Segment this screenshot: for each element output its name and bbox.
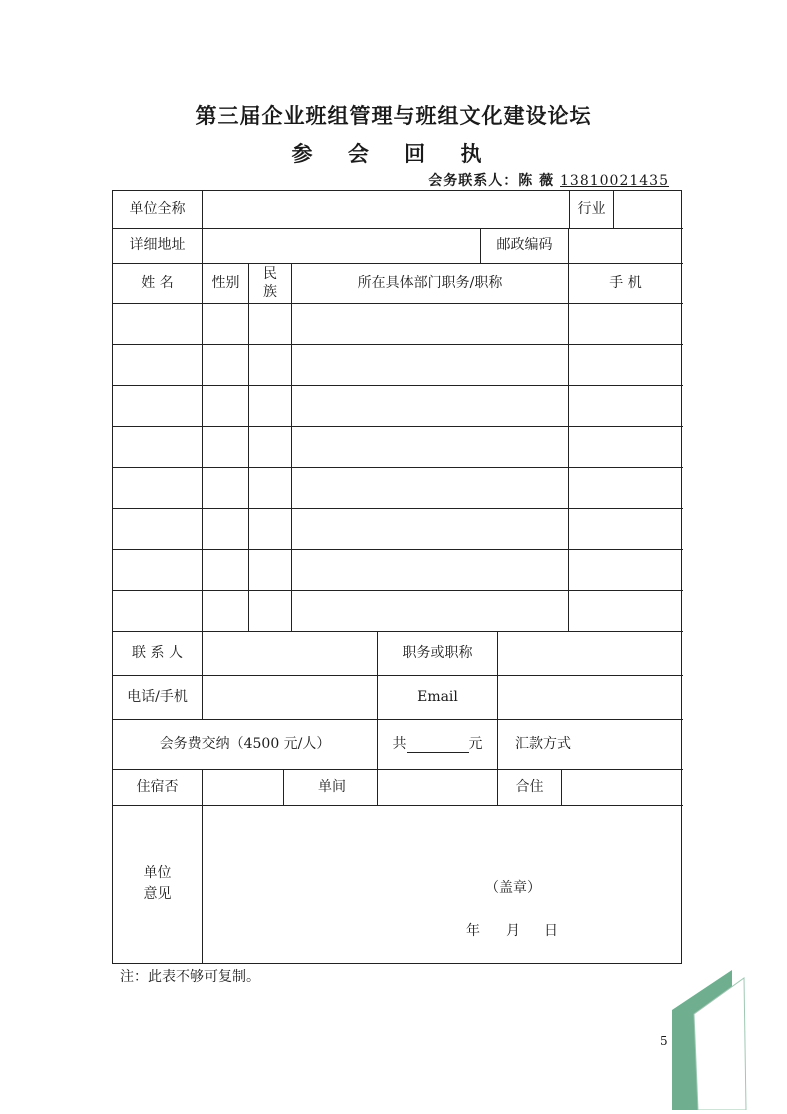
industry-label: 行业 xyxy=(577,201,606,217)
opinion-label: 单位意见 xyxy=(143,865,172,902)
registration-form xyxy=(112,190,682,964)
unit-name-label: 单位全称 xyxy=(129,201,186,217)
table-row[interactable] xyxy=(113,508,682,549)
shared-field[interactable] xyxy=(562,769,682,805)
table-row[interactable] xyxy=(113,590,682,631)
lodging-label: 住宿否 xyxy=(136,778,179,795)
address-label: 详细地址 xyxy=(129,237,186,253)
table-row[interactable] xyxy=(113,467,682,508)
position-label: 职务或职称 xyxy=(402,644,473,661)
postcode-field[interactable] xyxy=(569,228,682,263)
year-label: 年 xyxy=(466,922,480,939)
email-field[interactable] xyxy=(498,675,682,719)
single-field[interactable] xyxy=(378,769,497,805)
table-row[interactable] xyxy=(113,385,682,426)
contact-phone: 13810021435 xyxy=(560,173,669,189)
shared-label: 合住 xyxy=(515,778,544,795)
contact-line xyxy=(428,170,669,190)
unit-name-field[interactable] xyxy=(203,191,569,228)
total-blank[interactable] xyxy=(407,736,469,753)
lodging-field[interactable] xyxy=(203,769,283,805)
footnote: 注：此表不够可复制。 xyxy=(120,969,260,985)
email-label: Email xyxy=(417,688,458,705)
header-gender: 性别 xyxy=(211,274,240,291)
industry-field[interactable] xyxy=(614,191,682,228)
header-mobile: 手 机 xyxy=(609,274,642,291)
header-dept-position: 所在具体部门职务/职称 xyxy=(357,274,503,291)
liaison-field[interactable] xyxy=(203,631,377,675)
contact-label: 会务联系人：陈 薇 xyxy=(428,173,555,189)
phone-field[interactable] xyxy=(203,675,377,719)
seal-label: （盖章） xyxy=(485,879,541,896)
phone-label: 电话/手机 xyxy=(127,688,188,705)
month-label: 月 xyxy=(506,922,520,939)
day-label: 日 xyxy=(544,922,558,939)
table-row[interactable] xyxy=(113,426,682,467)
page-subtitle: 参 会 回 执 xyxy=(291,141,496,166)
fee-label: 会务费交纳（4500 元/人） xyxy=(159,735,331,752)
header-name: 姓 名 xyxy=(141,274,174,291)
page-number: 5 xyxy=(660,1034,668,1048)
position-field[interactable] xyxy=(498,631,682,675)
page-title: 第三届企业班组管理与班组文化建设论坛 xyxy=(195,103,592,128)
liaison-label: 联 系 人 xyxy=(132,644,183,661)
total-prefix: 共 xyxy=(392,735,407,752)
postcode-label: 邮政编码 xyxy=(496,237,553,253)
header-ethnicity: 民族 xyxy=(263,265,277,300)
book-corner-decoration xyxy=(672,970,752,1110)
total-suffix: 元 xyxy=(468,735,483,752)
opinion-field[interactable] xyxy=(203,805,682,963)
fee-total[interactable] xyxy=(378,719,497,769)
address-field[interactable] xyxy=(203,228,480,263)
table-row[interactable] xyxy=(113,303,682,344)
payment-field[interactable] xyxy=(588,719,682,769)
single-label: 单间 xyxy=(318,778,346,795)
table-row[interactable] xyxy=(113,344,682,385)
payment-label: 汇款方式 xyxy=(515,735,571,752)
table-row[interactable] xyxy=(113,549,682,590)
